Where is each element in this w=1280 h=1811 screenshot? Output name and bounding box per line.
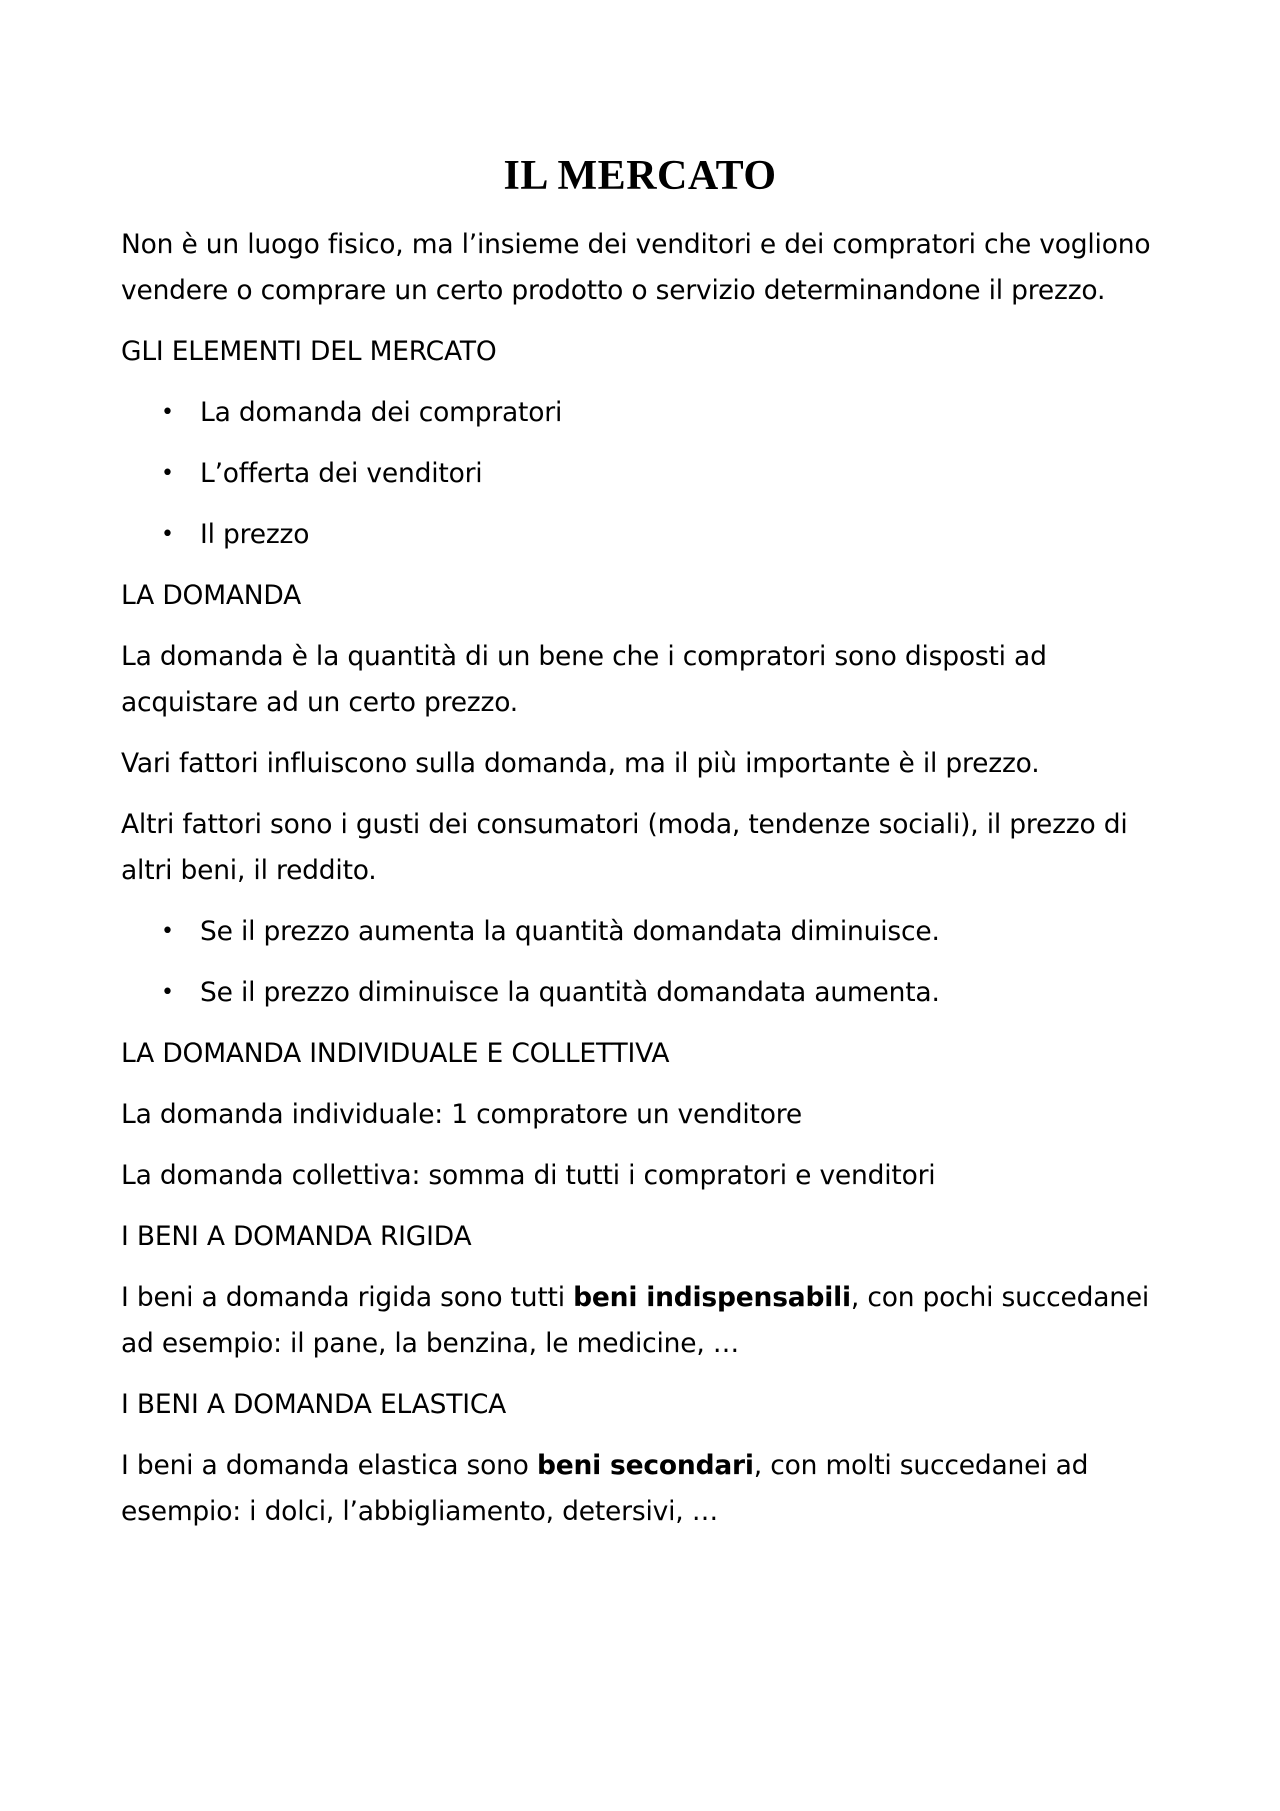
individuale-paragraph: La domanda individuale: 1 compratore un venditore xyxy=(121,1099,802,1130)
domanda-other-factors: Altri fattori sono i gusti dei consumatori (moda, tendenze sociali), il prezzo di altri beni, il reddito. xyxy=(121,809,1128,886)
list-item: • Il prezzo xyxy=(121,512,1181,558)
list-item: • L’offerta dei venditori xyxy=(121,451,1181,497)
list-item: • La domanda dei compratori xyxy=(121,390,1181,436)
elastica-paragraph: I beni a domanda elastica sono beni secondari, con molti succedanei ad esempio: i dolci, l’abbigliamento, detersivi, … xyxy=(121,1450,1089,1527)
page-title: IL MERCATO xyxy=(503,153,777,199)
domanda-definition: La domanda è la quantità di un bene che i compratori sono disposti ad acquistare ad un certo prezzo. xyxy=(121,641,1047,718)
collettiva-paragraph: La domanda collettiva: somma di tutti i compratori e venditori xyxy=(121,1160,936,1191)
list-item: • Se il prezzo diminuisce la quantità domandata aumenta. xyxy=(121,970,1181,1016)
bullet-icon: • xyxy=(161,400,174,425)
section-heading-domanda: LA DOMANDA xyxy=(121,580,302,611)
document-body xyxy=(121,222,1181,1550)
section-heading-elastica: I BENI A DOMANDA ELASTICA xyxy=(121,1389,507,1420)
section-heading-individuale: LA DOMANDA INDIVIDUALE E COLLETTIVA xyxy=(121,1038,670,1069)
bullet-icon: • xyxy=(161,980,174,1005)
elementi-list xyxy=(121,390,1181,558)
rigida-paragraph: I beni a domanda rigida sono tutti beni indispensabili, con pochi succedanei ad esempio: il pane, la benzina, le medicine, … xyxy=(121,1282,1150,1359)
elastica-bold: beni secondari xyxy=(536,1450,754,1481)
bullet-icon: • xyxy=(161,919,174,944)
section-heading-elementi: GLI ELEMENTI DEL MERCATO xyxy=(121,336,497,367)
section-heading-rigida: I BENI A DOMANDA RIGIDA xyxy=(121,1221,472,1252)
bullet-icon: • xyxy=(161,461,174,486)
list-item: • Se il prezzo aumenta la quantità domandata diminuisce. xyxy=(121,909,1181,955)
domanda-factors: Vari fattori influiscono sulla domanda, ma il più importante è il prezzo. xyxy=(121,748,1040,779)
domanda-list xyxy=(121,909,1181,1016)
bullet-icon: • xyxy=(161,522,174,547)
rigida-bold: beni indispensabili xyxy=(573,1282,851,1313)
intro-paragraph: Non è un luogo fisico, ma l’insieme dei venditori e dei compratori che vogliono vendere o comprare un certo prodotto o servizio determinandone il prezzo. xyxy=(121,229,1151,306)
